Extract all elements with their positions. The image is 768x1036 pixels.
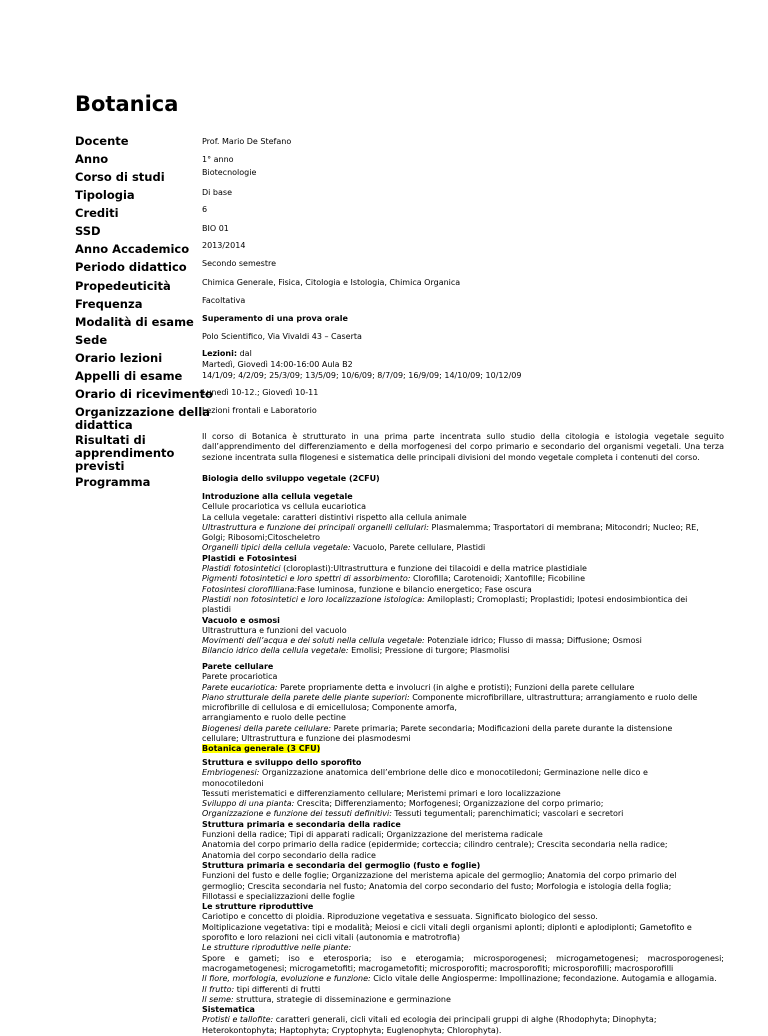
label-propedeuticita: Propedeuticità: [75, 279, 171, 293]
italic-label: Organizzazione e funzione dei tessuti definitivi:: [202, 809, 392, 819]
label-frequenza: Frequenza: [75, 297, 143, 311]
program-line: sporofito e loro relazioni nei cicli vitali (autonomia e matrotrofia): [202, 933, 461, 943]
value-orario-lezioni-2: Martedì, Giovedì 14:00-16:00 Aula B2: [202, 360, 353, 369]
program-text: Potenziale idrico; Flusso di massa; Diffusione; Osmosi: [424, 636, 642, 646]
value-frequenza: Facoltativa: [202, 296, 246, 305]
italic-label: Bilancio idrico della cellula vegetale:: [202, 646, 349, 656]
program-line: Funzioni del fusto e delle foglie; Organizzazione del meristema apicale del germoglio; Anatomia del corpo primario del: [202, 871, 677, 881]
program-section-2: [202, 662, 724, 755]
lezioni-label: Lezioni:: [202, 349, 238, 358]
value-modalita-esame-text: Superamento di una prova orale: [202, 314, 348, 323]
program-text: caratteri generali, cicli vitali ed ecologia dei principali gruppi di alghe (Rhodophyta; Dinophyta;: [273, 1015, 657, 1025]
label-orario-lezioni: Orario lezioni: [75, 351, 163, 365]
value-modalita-esame: [202, 314, 348, 324]
value-docente: Prof. Mario De Stefano: [202, 137, 292, 146]
label-docente: Docente: [75, 134, 129, 148]
program-text: Amiloplasti; Cromoplasti; Proplastidi; Ipotesi endosimbiontica dei: [424, 594, 688, 604]
programma-heading: Biologia dello sviluppo vegetale (2CFU): [202, 474, 380, 483]
program-line: [202, 1015, 724, 1025]
program-line: Heterokontophyta; Haptophyta; Cryptophyta; Euglenophyta; Chlorophyta).: [202, 1025, 502, 1035]
italic-label: Il seme:: [202, 994, 234, 1004]
italic-label: Plastidi non fotosintetici e loro localizzazione istologica:: [202, 594, 425, 604]
program-text: Tessuti tegumentali; parenchimatici; vascolari e secretori: [391, 809, 624, 819]
program-line: plastidi: [202, 605, 232, 615]
value-ssd: BIO 01: [202, 224, 229, 233]
program-text: struttura, strategie di disseminazione e germinazione: [233, 994, 451, 1004]
page-title: Botanica: [75, 92, 179, 116]
program-line: [202, 543, 724, 553]
value-sede: Polo Scientifico, Via Vivaldi 43 – Caserta: [202, 332, 362, 341]
program-text: Ciclo vitale delle Angiosperme: Impollinazione; fecondazione. Autogamia e allogamia.: [370, 974, 717, 984]
label-crediti: Crediti: [75, 206, 119, 220]
italic-label: Piano strutturale della parete delle piante superiori:: [202, 692, 410, 702]
heading-cellula: Introduzione alla cellula vegetale: [202, 492, 353, 501]
heading-plastidi: Plastidi e Fotosintesi: [202, 553, 297, 563]
label-corso: Corso di studi: [75, 170, 165, 184]
program-paragraph: Spore e gameti; iso e eterosporia; iso e eterogamia; microsporogenesi; microgametogenesi; macrosporogenesi; macrogametogenesi; microgametofiti; macrogametofiti; microsporofiti; macrosporofiti; microsporofilli; macrosporofilli: [202, 953, 724, 973]
program-line: [202, 744, 724, 754]
program-line: Golgi; Ribosomi;Citoscheletro: [202, 533, 321, 543]
program-line: Cariotipo e concetto di ploidia. Riproduzione vegetativa e sessuata. Significato biologico del sesso.: [202, 912, 598, 922]
value-periodo: Secondo semestre: [202, 259, 277, 268]
program-line: [202, 985, 724, 995]
program-text: Parete primaria; Parete secondaria; Modificazioni della parete durante la distensione: [331, 723, 673, 733]
label-tipologia: Tipologia: [75, 188, 135, 202]
italic-label: Il frutto:: [202, 984, 235, 994]
program-line: [202, 636, 724, 646]
program-line: [202, 595, 724, 605]
program-line: [202, 943, 724, 953]
label-ssd: SSD: [75, 224, 101, 238]
italic-label: Parete eucariotica:: [202, 682, 278, 692]
program-text: Componente microfibrillare, ultrastruttura; arrangiamento e ruolo delle: [409, 692, 698, 702]
program-line: Parete procariotica: [202, 672, 278, 682]
program-line: [202, 683, 724, 693]
label-previsti: previsti: [75, 459, 125, 473]
program-line: [202, 724, 724, 734]
heading-riproduttive: Le strutture riproduttive: [202, 902, 314, 912]
italic-label: Sviluppo di una pianta:: [202, 799, 295, 809]
program-line: La cellula vegetale: caratteri distintivi rispetto alla cellula animale: [202, 512, 467, 522]
program-line: Anatomia del corpo secondario della radice: [202, 850, 376, 860]
program-text: Clorofilla; Carotenoidi; Xantofille; Ficobiline: [410, 574, 586, 584]
program-line: [202, 809, 724, 819]
program-line: [202, 693, 724, 703]
label-anno-accademico: Anno Accademico: [75, 242, 190, 256]
program-line: [202, 995, 724, 1005]
value-anno: 1° anno: [202, 155, 234, 164]
program-text: tipi differenti di frutti: [234, 984, 321, 994]
program-text: (cloroplasti):Ultrastruttura e funzione dei tilacoidi e della matrice plastidiale: [280, 564, 587, 574]
label-modalita-esame: Modalità di esame: [75, 315, 194, 329]
heading-vacuolo: Vacuolo e osmosi: [202, 615, 280, 625]
program-line: [202, 768, 724, 778]
heading-radice: Struttura primaria e secondaria della radice: [202, 819, 401, 829]
label-didattica: didattica: [75, 418, 133, 432]
value-crediti: 6: [202, 205, 208, 214]
value-anno-accademico: 2013/2014: [202, 241, 246, 250]
label-sede: Sede: [75, 333, 108, 347]
heading-sistematica: Sistematica: [202, 1005, 255, 1015]
program-line: Ultrastruttura e funzioni del vacuolo: [202, 625, 347, 635]
program-line: microfibrille di cellulosa e di emicellulosa; Componente amorfa,: [202, 703, 457, 713]
italic-label: Protisti e tallofite:: [202, 1015, 274, 1025]
program-line: Cellule procariotica vs cellula eucariotica: [202, 502, 367, 512]
value-risultati: [202, 432, 724, 463]
italic-label: Plastidi fotosintetici: [202, 564, 281, 574]
italic-label: Il fiore, morfologia, evoluzione e funzione:: [202, 974, 371, 984]
program-line: Funzioni della radice; Tipi di apparati radicali; Organizzazione del meristema radicale: [202, 830, 543, 840]
label-anno: Anno: [75, 152, 109, 166]
program-line: Tessuti meristematici e differenziamento cellulare; Meristemi primari e loro localizzazione: [202, 788, 561, 798]
program-paragraph: [202, 974, 724, 984]
program-line: [202, 646, 724, 656]
program-line: cellulare; Ultrastruttura e funzione dei plasmodesmi: [202, 734, 411, 744]
label-apprendimento: apprendimento: [75, 446, 175, 460]
value-organizzazione: Lezioni frontali e Laboratorio: [202, 406, 317, 415]
program-text: Crescita; Differenziamento; Morfogenesi; Organizzazione del corpo primario;: [294, 799, 604, 809]
italic-label: Organelli tipici della cellula vegetale:: [202, 543, 351, 553]
heading-parete: Parete cellulare: [202, 662, 274, 671]
program-line: [202, 523, 724, 533]
highlighted-heading: Botanica generale (3 CFU): [202, 744, 321, 754]
program-line: Anatomia del corpo primario della radice (epidermide; corteccia; cilindro centrale); Crescita secondaria nella radice;: [202, 840, 668, 850]
lezioni-dal: dal: [237, 349, 252, 358]
program-text: Parete propriamente detta e involucri (in alghe e protisti); Funzioni della parete cellulare: [277, 682, 635, 692]
italic-label: Biogenesi della parete cellulare:: [202, 723, 332, 733]
label-appelli: Appelli di esame: [75, 369, 183, 383]
italic-label: Fotosintesi clorofilliana:: [202, 584, 298, 594]
value-corso: Biotecnologie: [202, 168, 257, 177]
italic-label: Pigmenti fotosintetici e loro spettri di assorbimento:: [202, 574, 411, 584]
value-tipologia: Di base: [202, 188, 232, 197]
italic-label: Le strutture riproduttive nelle piante:: [202, 943, 352, 953]
value-propedeuticita: Chimica Generale, Fisica, Citologia e Istologia, Chimica Organica: [202, 278, 461, 287]
heading-sporofito: Struttura e sviluppo dello sporofito: [202, 758, 362, 767]
program-text: Emolisi; Pressione di turgore; Plasmolisi: [348, 646, 510, 656]
program-line: Moltiplicazione vegetativa: tipi e modalità; Meiosi e cicli vitali degli organismi aplonti; diplonti e aplodiplonti; Gametofito e: [202, 922, 692, 932]
italic-label: Movimenti dell’acqua e dei soluti nella cellula vegetale:: [202, 636, 425, 646]
value-ricevimento: Lunedì 10-12.; Giovedì 10-11: [202, 388, 319, 397]
program-section-3: [202, 758, 724, 1036]
heading-germoglio: Struttura primaria e secondaria del germoglio (fusto e foglie): [202, 860, 481, 870]
value-appelli: 14/1/09; 4/2/09; 25/3/09; 13/5/09; 10/6/09; 8/7/09; 16/9/09; 14/10/09; 10/12/09: [202, 371, 522, 380]
program-text: Plasmalemma; Trasportatori di membrana; Mitocondri; Nucleo; RE,: [428, 522, 699, 532]
risultati-text: Il corso di Botanica è strutturato in una prima parte incentrata sullo studio della citologia e istologia vegetale seguito dall’apprendimento del differenziamento e della morfogenesi del corpo primario e secondario del organismi vegetali. Una terza sezione incentrata sulla filogenesi e sistematica delle principali divisioni del mondo vegetale completa i contenuti del corso.: [202, 432, 724, 462]
label-risultati: Risultati di: [75, 433, 146, 447]
program-text: Organizzazione anatomica dell’embrione delle dico e monocotiledoni; Germinazione nelle dico e: [259, 768, 648, 778]
italic-label: Ultrastruttura e funzione dei principali organelli cellulari:: [202, 522, 429, 532]
italic-label: Embriogenesi:: [202, 768, 260, 778]
label-organizzazione: Organizzazione della: [75, 405, 210, 419]
program-line: arrangiamento e ruolo delle pectine: [202, 713, 346, 723]
program-line: [202, 574, 724, 584]
program-line: germoglio; Crescita secondaria nel fusto; Anatomia del corpo secondario del fusto; Morfologia e istologia della foglia;: [202, 881, 672, 891]
program-line: monocotiledoni: [202, 778, 264, 788]
label-periodo: Periodo didattico: [75, 260, 187, 274]
program-line: [202, 585, 724, 595]
program-section-1: [202, 492, 724, 657]
label-programma: Programma: [75, 475, 151, 489]
value-orario-lezioni: [202, 349, 252, 359]
program-text: Fase luminosa, funzione e bilancio energetico; Fase oscura: [297, 584, 532, 594]
program-text: Vacuolo, Parete cellulare, Plastidi: [350, 543, 486, 553]
program-line: Fillotassi e specializzazioni delle foglie: [202, 891, 355, 901]
program-line: [202, 564, 724, 574]
label-ricevimento: Orario di ricevimento: [75, 387, 213, 401]
program-line: [202, 799, 724, 809]
value-programma: [202, 474, 380, 484]
